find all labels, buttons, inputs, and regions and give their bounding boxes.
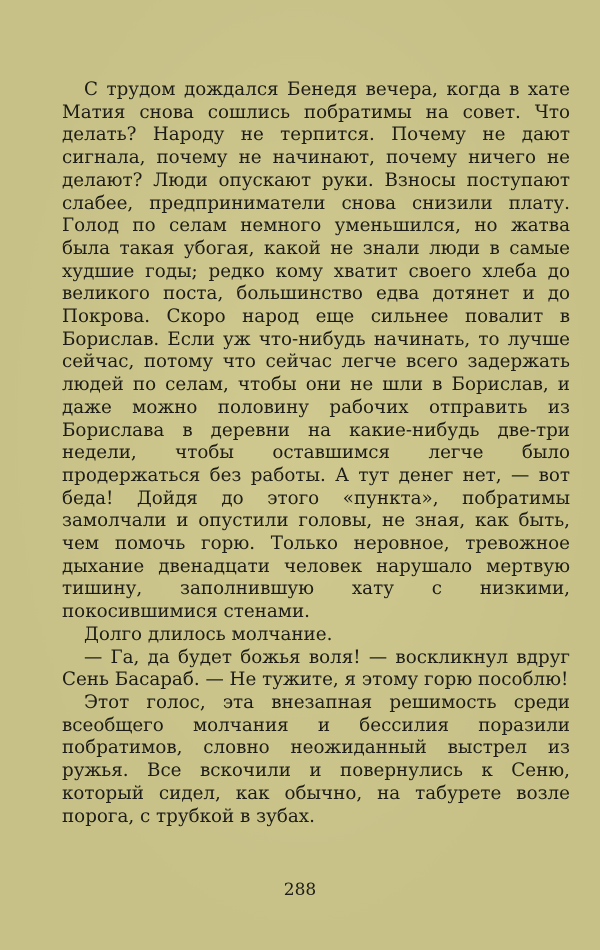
paragraph-4: Этот голос, эта внезапная решимость среди всеобщего молчания и бессилия поразили побратимов, словно неожиданный выстрел из ружья. Все вскочили и повернулись к Сеню, который сидел, как обычно, на табурете возле порога, с трубкой в зубах. bbox=[62, 691, 570, 827]
page-number: 288 bbox=[283, 880, 317, 900]
paragraph-2: Долго длилось молчание. bbox=[84, 623, 333, 645]
paragraph-3: — Га, да будет божья воля! — воскликнул вдруг Сень Басараб. — Не тужите, я этому горю пособлю! bbox=[62, 646, 570, 691]
body-text bbox=[62, 79, 570, 828]
paragraph-1: С трудом дождался Бенедя вечера, когда в хате Матия снова сошлись побратимы на совет. Что делать? Народу не терпится. Почему не дают сигнала, почему не начинают, почему ничего не делают? Люди опускают руки. Взносы поступают слабее, предприниматели снова снизили плату. Голод по селам немного уменьшился, но жатва была такая убогая, какой не знали люди в самые худшие годы; редко кому хватит своего хлеба до великого поста, большинство едва дотянет и до Покрова. Скоро народ еще сильнее повалит в Борислав. Если уж что-нибудь начинать, то лучше сейчас, потому что сейчас легче всего задержать людей по селам, чтобы они не шли в Борислав, и даже можно половину рабочих отправить из Борислава в деревни на какие-нибудь две-три недели, чтобы оставшимся легче было продержаться без работы. А тут денег нет, — вот беда! Дойдя до этого «пункта», побратимы замолчали и опустили головы, не зная, как быть, чем помочь горю. Только неровное, тревожное дыхание двенадцати человек нарушало мертвую тишину, заполнившую хату с низкими, покосившимися стенами. bbox=[62, 79, 570, 623]
